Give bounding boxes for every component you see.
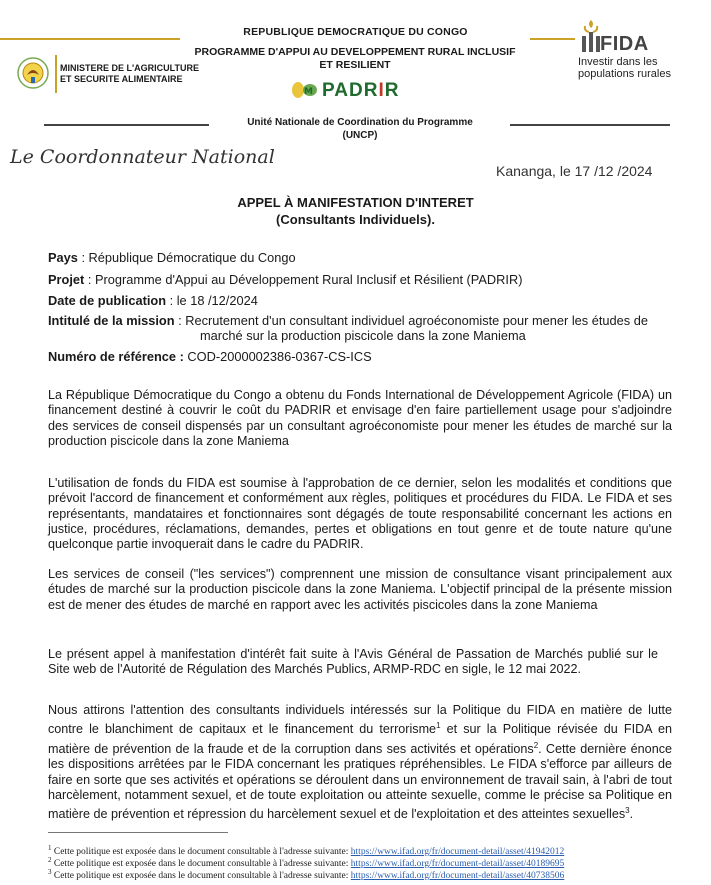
unit-rule-right bbox=[510, 124, 670, 126]
footnote-1: $^1$ Cette politique est exposée dans le document consultable à l'adresse suivante: https://www.ifad.org/fr/document-detail/asset/41942012 bbox=[48, 844, 565, 858]
footnote-3-link[interactable]: https://www.ifad.org/fr/document-detail/asset/40738506 bbox=[350, 871, 565, 882]
paragraph-politiques-fida: Nous attirons l'attention des consultants individuels intéressés sur la Politique du FIDA en matière de lutte contre le blanchiment de capitaux et le financement du terrorisme$^1$ et sur la Politique révisée du FIDA en matière de prévention de la fraude et de la corruption dans ses activités et opérations$^2$. Cette dernière énonce les dispositions arrêtées par le FIDA concernant les pratiques répréhensibles. Le FIDA s'efforce par ailleurs de faire en sorte que ses activités et opérations se déroulent dans un environnement de travail sain, à l'abri de tout harcèlement, notamment sexuel, et de toute exploitation ou atteinte sexuelle, comme le précise sa Politique en matière de prévention et répression du harcèlement sexuel et de l'exploitation et des atteintes sexuelles$^3$. bbox=[48, 703, 672, 822]
fida-wheat-icon bbox=[580, 18, 602, 54]
ministry-divider bbox=[55, 55, 57, 93]
ministry-name: MINISTERE DE L'AGRICULTURE ET SECURITE ALIMENTAIRE bbox=[60, 63, 199, 84]
footnote-2: $^2$ Cette politique est exposée dans le document consultable à l'adresse suivante: https://www.ifad.org/fr/document-detail/asset/40189695 bbox=[48, 856, 565, 870]
paragraph-services-conseil: Les services de conseil ("les services") comprennent une mission de consultance visant principalement aux études de marché sur la production piscicole dans la zone Maniema. L'objectif principal de la présente mission est de mener des études de marché en rapport avec les activités piscicoles dans la zone Maniema bbox=[48, 567, 672, 612]
footnote-2-link[interactable]: https://www.ifad.org/fr/document-detail/asset/40189695 bbox=[350, 859, 565, 870]
document-title: APPEL À MANIFESTATION D'INTERET (Consultants Individuels). bbox=[237, 195, 474, 227]
coordinator-title: Le Coordonnateur National bbox=[10, 146, 275, 168]
coat-of-arms-logo bbox=[16, 55, 50, 91]
field-reference: Numéro de référence : COD-2000002386-0367-CS-ICS bbox=[48, 349, 372, 364]
svg-text:M: M bbox=[304, 87, 313, 97]
country-title: REPUBLIQUE DEMOCRATIQUE DU CONGO bbox=[243, 26, 468, 38]
field-mission: Intitulé de la mission : Recrutement d'un consultant individuel agroéconomiste pour mener les études de marché sur la production piscicole dans la zone Maniema bbox=[48, 313, 648, 343]
header-rule-left bbox=[0, 38, 180, 40]
footnote-3: $^3$ Cette politique est exposée dans le document consultable à l'adresse suivante: https://www.ifad.org/fr/document-detail/asset/40738506 bbox=[48, 868, 565, 882]
field-projet: Projet : Programme d'Appui au Développement Rural Inclusif et Résilient (PADRIR) bbox=[48, 272, 523, 287]
footnote-1-link[interactable]: https://www.ifad.org/fr/document-detail/asset/41942012 bbox=[350, 847, 565, 858]
programme-name: PROGRAMME D'APPUI AU DEVELOPPEMENT RURAL INCLUSIF ET RESILIENT bbox=[194, 46, 516, 71]
paragraph-financement: La République Démocratique du Congo a obtenu du Fonds International de Développement Agricole (FIDA) un financement destiné à couvrir le coût du PADRIR et envisage d'en faire partiellement usage pour s'adjoindre des services de conseil dispensés par un consultant agroéconomiste pour mener les études de marché sur la production piscicole dans la zone Maniema bbox=[48, 388, 672, 448]
paragraph-avis-general: Le présent appel à manifestation d'intérêt fait suite à l'Avis Général de Passation de Marchés publié sur le Site web de l'Autorité de Régulation des Marchés Publics, ARMP-RDC en sigle, le 12 mai 2022. bbox=[48, 647, 658, 677]
unit-name: Unité Nationale de Coordination du Programme (UNCP) bbox=[247, 117, 473, 141]
unit-rule-left bbox=[44, 124, 209, 126]
fida-logo-text: FIDA bbox=[600, 33, 649, 55]
fida-tagline: Investir dans les populations rurales bbox=[578, 56, 671, 80]
field-date-publication: Date de publication : le 18 /12/2024 bbox=[48, 293, 258, 308]
padrir-logo: PADRIR bbox=[322, 80, 400, 101]
field-pays: Pays : République Démocratique du Congo bbox=[48, 250, 296, 265]
paragraph-utilisation-fonds: L'utilisation de fonds du FIDA est soumise à l'approbation de ce dernier, selon les modalités et conditions que prévoit l'accord de financement et conformément aux règles, politiques et procédures du FIDA. Le FIDA et ses représentants, mandataires et fonctionnaires sont dégagés de toute responsabilité concernant les actions en justice, procédures, réclamations, demandes, pertes et obligations en tout genre et de toute nature qu'une quelconque partie invoquerait dans le cadre du PADRIR. bbox=[48, 476, 672, 552]
header-rule-right bbox=[530, 38, 575, 40]
footnote-separator bbox=[48, 832, 228, 833]
place-date: Kananga, le 17 /12 /2024 bbox=[496, 163, 653, 179]
padrir-emblem-icon bbox=[290, 80, 320, 100]
